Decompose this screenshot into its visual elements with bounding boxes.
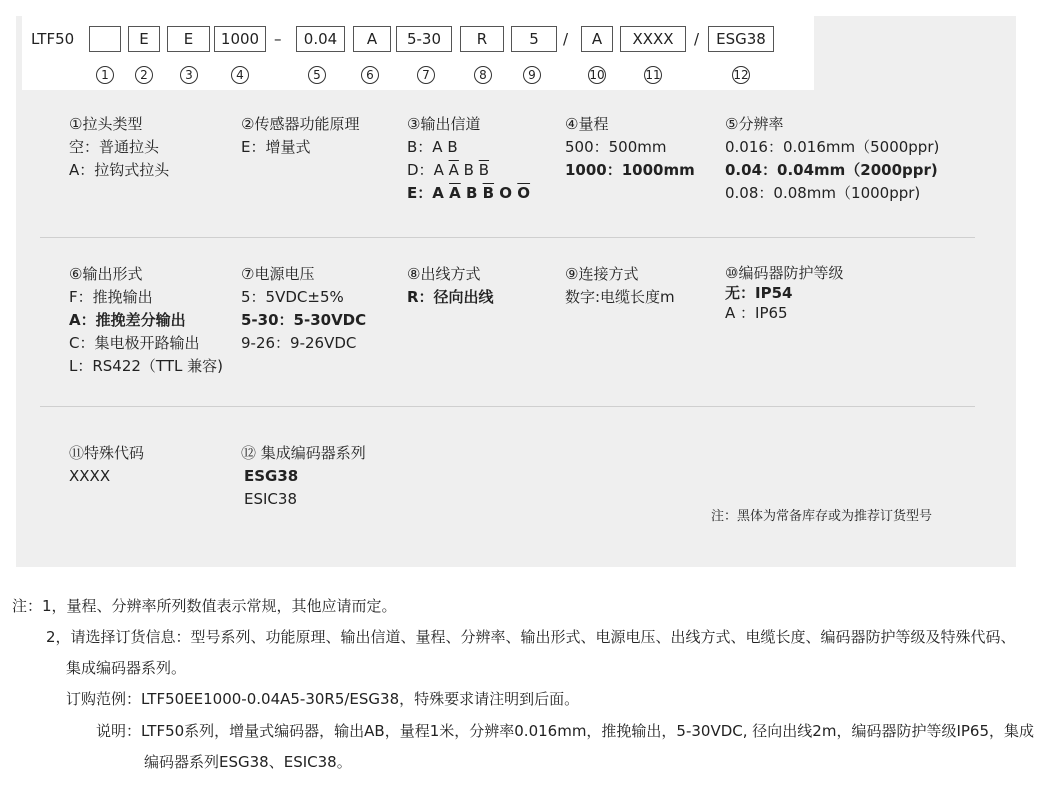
option-item-recommended: 0.04：0.04mm（2000ppr)	[725, 161, 938, 179]
section-sensor-principle	[241, 113, 359, 159]
code-dash: –	[274, 30, 282, 48]
code-number-11: 11	[645, 68, 661, 82]
section-title: ⑫ 集成编码器系列	[241, 444, 366, 462]
option-item: 数字:电缆长度m	[565, 288, 675, 306]
channel-a-inverted: $\overline{A}$	[448, 161, 459, 179]
option-item: A ：IP65	[725, 304, 788, 322]
section-output-form	[69, 263, 223, 378]
code-box-1	[89, 26, 121, 52]
section-output-channel	[407, 113, 530, 205]
section-title: ⑪特殊代码	[69, 444, 145, 462]
option-prefix: B：	[407, 138, 433, 156]
option-item-recommended: 5-30：5-30VDC	[241, 311, 367, 329]
code-number-5: 5	[308, 66, 326, 84]
section-title: ③输出信道	[407, 115, 481, 133]
code-prefix: LTF50	[31, 30, 75, 48]
section-title: ⑨连接方式	[565, 265, 639, 283]
note-2-continued: 集成编码器系列。	[66, 659, 187, 677]
option-item: 0.016：0.016mm（5000ppr)	[725, 138, 940, 156]
section-title: ⑥输出形式	[69, 265, 143, 283]
example-explanation: 说明：LTF50系列，增量式编码器，输出AB，量程1米，分辨率0.016mm，推挽输出，5-30VDC, 径向出线2m，编码器防护等级IP65，集成	[96, 722, 1035, 740]
section-title: ⑩编码器防护等级	[725, 264, 844, 282]
option-item: A：拉钩式拉头	[69, 161, 170, 179]
option-item	[407, 159, 530, 182]
option-item-recommended: A：推挽差分输出	[69, 311, 186, 329]
code-box-2: E	[128, 26, 160, 52]
code-number-4: 4	[231, 66, 249, 84]
code-number-6: 6	[361, 66, 379, 84]
option-value: A B	[432, 138, 458, 156]
option-item: XXXX	[69, 467, 111, 485]
row-divider-1	[40, 237, 975, 238]
section-resolution	[725, 113, 939, 205]
option-item: L：RS422（TTL 兼容)	[69, 357, 223, 375]
code-number-2: 2	[135, 66, 153, 84]
option-item-recommended: 无：IP54	[725, 284, 793, 302]
option-item-recommended: R：径向出线	[407, 288, 494, 306]
example-explanation-continued: 编码器系列ESG38、ESIC38。	[144, 753, 352, 771]
bold-hint-note: 注：黑体为常备库存或为推荐订货型号	[711, 509, 933, 524]
option-item: C：集电极开路输出	[69, 334, 200, 352]
note-1: 注：1，量程、分辨率所列数值表示常规，其他应请而定。	[12, 597, 397, 615]
channel-a: A	[432, 184, 444, 202]
code-box-10: A	[581, 26, 613, 52]
code-number-12: 12	[733, 68, 749, 82]
code-box-5: 0.04	[296, 26, 345, 52]
option-prefix: E：	[407, 184, 433, 202]
option-item-recommended: ESG38	[244, 467, 299, 485]
section-title: ⑤分辨率	[725, 115, 784, 133]
section-supply-voltage	[241, 263, 366, 355]
section-title: ⑧出线方式	[407, 265, 481, 283]
option-item	[407, 136, 530, 159]
code-number-3: 3	[180, 66, 198, 84]
option-item: 5：5VDC±5%	[241, 288, 344, 306]
code-slash-2: /	[694, 30, 700, 48]
channel-b: B	[465, 184, 478, 202]
code-box-11: XXXX	[620, 26, 686, 52]
code-box-6: A	[353, 26, 391, 52]
code-number-8: 8	[474, 66, 492, 84]
option-item: 空：普通拉头	[69, 138, 160, 156]
section-protection-grade	[725, 263, 843, 323]
note-2: 2，请选择订货信息：型号系列、功能原理、输出信道、量程、分辨率、输出形式、电源电压、出线方式、电缆长度、编码器防护等级及特殊代码、	[46, 628, 1016, 646]
code-number-7: 7	[417, 66, 435, 84]
code-box-12: ESG38	[708, 26, 774, 52]
row-divider-2	[40, 406, 975, 407]
channel-b-inverted: $\overline{B}$	[482, 184, 495, 202]
order-example: 订购范例：LTF50EE1000-0.04A5-30R5/ESG38，特殊要求请注明到后面。	[66, 690, 580, 708]
code-box-9: 5	[511, 26, 557, 52]
section-title: ①拉头类型	[69, 115, 143, 133]
section-title: ②传感器功能原理	[241, 115, 360, 133]
option-item-recommended: 1000：1000mm	[565, 161, 695, 179]
option-item	[407, 182, 530, 205]
channel-a: A	[433, 161, 444, 179]
code-box-4: 1000	[214, 26, 266, 52]
option-item: 9-26：9-26VDC	[241, 334, 357, 352]
option-item: ESIC38	[244, 490, 297, 508]
code-number-9: 9	[523, 66, 541, 84]
code-box-8: R	[460, 26, 504, 52]
channel-b-inverted: $\overline{B}$	[478, 161, 490, 179]
section-range	[565, 113, 695, 182]
code-box-3: E	[167, 26, 210, 52]
section-title: ⑦电源电压	[241, 265, 315, 283]
section-pull-head-type	[69, 113, 169, 182]
code-number-10: 10	[589, 68, 605, 82]
option-item: F：推挽输出	[69, 288, 153, 306]
channel-a-inverted: $\overline{A}$	[449, 184, 461, 202]
option-prefix: D：	[407, 161, 434, 179]
section-title: ④量程	[565, 115, 609, 133]
section-cable-exit	[407, 263, 494, 309]
option-item: E：增量式	[241, 138, 311, 156]
channel-o-inverted: $\overline{O}$	[517, 184, 531, 202]
channel-o: O	[499, 184, 513, 202]
channel-b: B	[463, 161, 474, 179]
section-connection	[565, 263, 675, 309]
code-box-7: 5-30	[396, 26, 452, 52]
code-slash-1: /	[563, 30, 569, 48]
section-encoder-series	[241, 442, 366, 511]
code-number-1: 1	[96, 66, 114, 84]
option-item: 0.08：0.08mm（1000ppr)	[725, 184, 921, 202]
section-special-code	[69, 442, 144, 488]
option-item: 500：500mm	[565, 138, 667, 156]
